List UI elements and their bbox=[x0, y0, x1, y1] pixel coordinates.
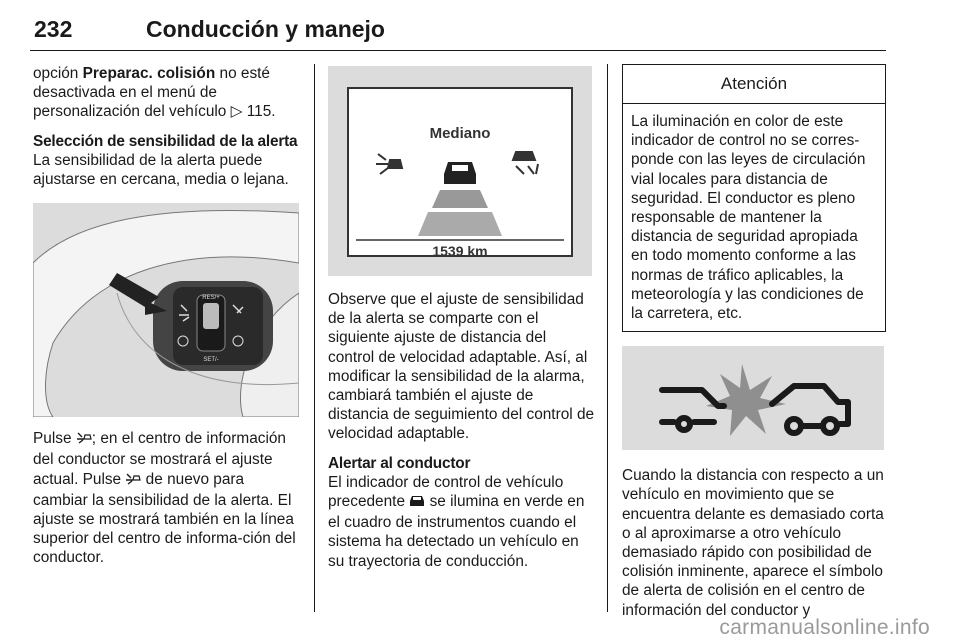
column-left bbox=[33, 64, 301, 568]
warning-title: Atención bbox=[623, 65, 885, 104]
column-middle bbox=[328, 64, 596, 571]
steering-wheel-figure bbox=[33, 203, 299, 417]
paragraph: Pulse ; en el centro de información del conductor se mostrará el ajuste actual. Pulse de nuevo para cambiar la sensibilidad de la alerta. El ajuste se mostrará también en la línea superior del centro de informa-ción del conductor. bbox=[33, 430, 296, 567]
column-divider bbox=[314, 64, 315, 612]
wheel-button-label: SET/- bbox=[203, 357, 219, 364]
sensitivity-setting-text: Mediano bbox=[429, 125, 491, 142]
watermark: carmanualsonline.info bbox=[719, 616, 930, 639]
page-ref-arrow-icon: ▷ bbox=[230, 103, 243, 121]
paragraph: La sensibilidad de la alerta puede ajustarse en cercana, media o lejana. bbox=[33, 151, 289, 189]
odometer-text: 1539 km bbox=[432, 243, 488, 259]
wheel-button-label: RES/+ bbox=[202, 295, 220, 302]
page-number: 232 bbox=[34, 16, 73, 42]
preceding-vehicle-icon bbox=[444, 162, 476, 184]
preceding-vehicle-icon bbox=[409, 494, 425, 513]
collision-alert-button-icon bbox=[76, 431, 92, 450]
chapter-title: Conducción y manejo bbox=[146, 16, 385, 42]
warning-text: La iluminación en color de este indicador de control no se corres-ponde con las leyes de circulación vial locales para distancia de seguridad. El conductor es pleno responsable de mantener la distancia de seguridad apropiada en todo momento conforme a las normas de tráfico aplicables, la meteorología y las condiciones de la carretera, etc. bbox=[631, 113, 866, 323]
instrument-display-figure bbox=[328, 66, 592, 276]
column-divider bbox=[607, 64, 608, 612]
page-header bbox=[30, 10, 886, 51]
warning-box bbox=[622, 64, 886, 332]
paragraph: El indicador de control de vehículo precedente se ilumina en verde en el cuadro de instrumentos cuando el sistema ha detectado un vehículo en su trayectoria de conducción. bbox=[328, 473, 585, 570]
paragraph: opción Preparac. colisión no esté desactivada en el menú de personalización del vehículo ▷ 115. bbox=[33, 65, 276, 121]
column-right bbox=[622, 64, 886, 620]
paragraph: Cuando la distancia con respecto a un vehículo en movimiento que se encuentra delante es demasiado corta o al aproximarse a otro vehículo demasiado rápido con posibilidad de colisión inminente, aparece el símbolo de alerta de colisión en el centro de información del conductor y bbox=[622, 467, 884, 619]
menu-option-name: Preparac. colisión bbox=[82, 65, 216, 82]
collision-alert-button-icon bbox=[125, 472, 141, 491]
subheading: Selección de sensibilidad de la alerta bbox=[33, 132, 298, 150]
paragraph: Observe que el ajuste de sensibilidad de la alerta se comparte con el siguiente ajuste de distancia del control de velocidad adaptable. Así, al modificar la sensibilidad de la alarma, cambiará también el ajuste de distancia de seguimiento del control de velocidad adaptable. bbox=[328, 291, 595, 443]
page-reference-link[interactable]: 115. bbox=[246, 103, 276, 121]
collision-alert-figure bbox=[622, 346, 884, 450]
subheading: Alertar al conductor bbox=[328, 454, 471, 472]
